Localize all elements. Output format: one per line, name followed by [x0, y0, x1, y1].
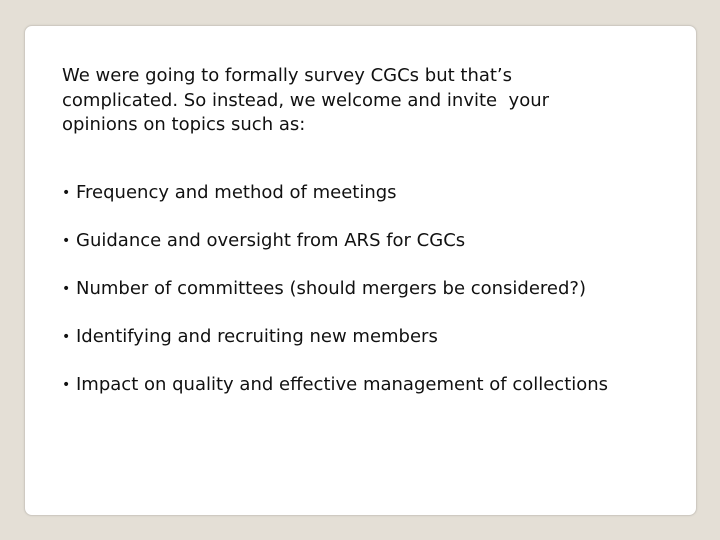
topic-text: Identifying and recruiting new members: [76, 325, 438, 347]
intro-line: complicated. So instead, we welcome and invite your: [62, 89, 550, 111]
bullet-icon: •: [62, 232, 71, 249]
topic-item: [62, 325, 682, 349]
topic-item: [62, 373, 682, 397]
bullet-icon: •: [62, 280, 71, 297]
intro-line: opinions on topics such as:: [62, 114, 306, 135]
slide-panel: [24, 25, 697, 516]
bullet-icon: •: [62, 184, 71, 201]
bullet-icon: •: [62, 328, 71, 345]
intro-paragraph: [62, 64, 682, 138]
topic-list: [62, 181, 682, 397]
intro-line: We were going to formally survey CGCs but that’s: [62, 65, 513, 86]
topic-item: [62, 277, 682, 301]
topic-text: Guidance and oversight from ARS for CGCs: [76, 229, 466, 251]
topic-text: Frequency and method of meetings: [76, 181, 397, 203]
topic-item: [62, 229, 682, 253]
bullet-icon: •: [62, 376, 71, 393]
topic-text: Number of committees (should mergers be considered?): [76, 277, 587, 299]
topic-text: Impact on quality and effective management of collections: [76, 373, 609, 395]
slide-content: [62, 64, 682, 421]
topic-item: [62, 181, 682, 205]
